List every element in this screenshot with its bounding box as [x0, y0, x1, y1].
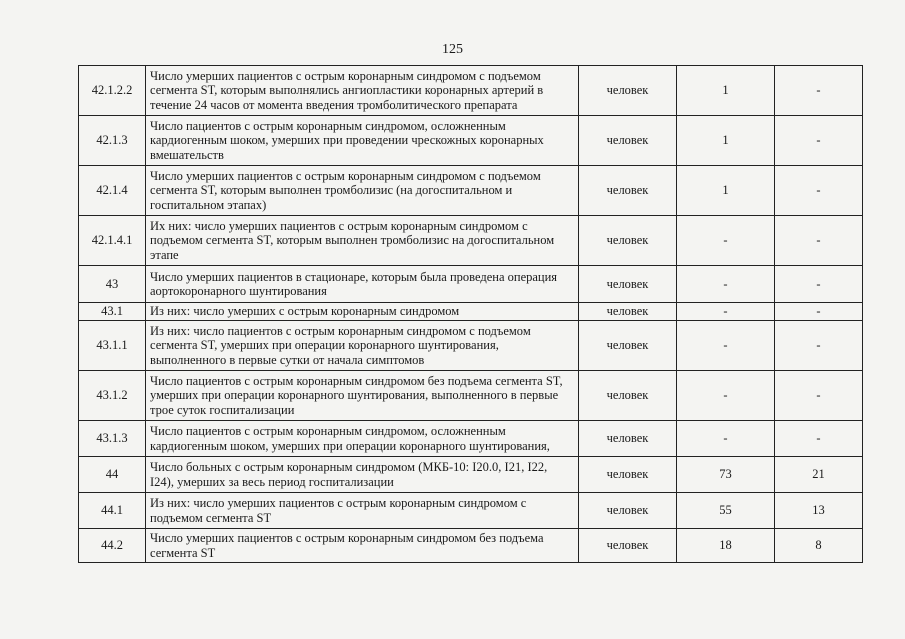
row-description: Число умерших пациентов в стационаре, которым была проведена операция аортокоронарного шунтирования [146, 266, 579, 303]
row-value-1: - [677, 303, 775, 321]
table-row [79, 371, 863, 421]
table-row [79, 66, 863, 116]
row-value-1: 1 [677, 166, 775, 216]
row-value-2: - [775, 266, 863, 303]
row-value-1: 55 [677, 493, 775, 529]
row-value-2: - [775, 116, 863, 166]
table-row [79, 421, 863, 457]
row-number: 42.1.3 [79, 116, 146, 166]
table-row [79, 166, 863, 216]
row-value-1: - [677, 371, 775, 421]
row-unit: человек [579, 371, 677, 421]
row-number: 42.1.2.2 [79, 66, 146, 116]
row-unit: человек [579, 457, 677, 493]
table-row [79, 266, 863, 303]
row-value-2: 13 [775, 493, 863, 529]
row-description: Число умерших пациентов с острым коронарным синдромом с подъемом сегмента ST, которым выполнялись ангиопластики коронарных артерий в течение 24 часов от момента введения тромболитического препарата [146, 66, 579, 116]
row-value-2: - [775, 371, 863, 421]
row-number: 43.1 [79, 303, 146, 321]
row-description: Число умерших пациентов с острым коронарным синдромом без подъема сегмента ST [146, 529, 579, 563]
row-value-1: - [677, 421, 775, 457]
row-description: Число умерших пациентов с острым коронарным синдромом с подъемом сегмента ST, которым выполнен тромболизис (на догоспитальном и госпитальном этапах) [146, 166, 579, 216]
row-description: Из них: число умерших пациентов с острым коронарным синдромом с подъемом сегмента ST [146, 493, 579, 529]
table-row [79, 116, 863, 166]
row-value-1: - [677, 266, 775, 303]
row-unit: человек [579, 66, 677, 116]
row-number: 43 [79, 266, 146, 303]
row-value-1: 73 [677, 457, 775, 493]
row-number: 43.1.3 [79, 421, 146, 457]
row-unit: человек [579, 216, 677, 266]
table-row [79, 216, 863, 266]
row-number: 43.1.1 [79, 321, 146, 371]
row-description: Число пациентов с острым коронарным синдромом без подъема сегмента ST, умерших при операции коронарного шунтирования, выполненного в первые трое суток госпитализации [146, 371, 579, 421]
row-description: Число пациентов с острым коронарным синдромом, осложненным кардиогенным шоком, умерших при операции коронарного шунтирования, [146, 421, 579, 457]
table-row [79, 457, 863, 493]
row-value-1: 1 [677, 116, 775, 166]
row-number: 43.1.2 [79, 371, 146, 421]
row-unit: человек [579, 529, 677, 563]
page-number: 125 [442, 42, 463, 57]
row-description: Их них: число умерших пациентов с острым коронарным синдромом с подъемом сегмента ST, которым выполнен тромболизис на догоспитальном этапе [146, 216, 579, 266]
table-row [79, 303, 863, 321]
row-unit: человек [579, 166, 677, 216]
row-value-2: - [775, 66, 863, 116]
row-number: 44 [79, 457, 146, 493]
row-value-1: - [677, 216, 775, 266]
row-value-2: - [775, 421, 863, 457]
row-value-2: - [775, 321, 863, 371]
row-number: 42.1.4.1 [79, 216, 146, 266]
row-unit: человек [579, 493, 677, 529]
row-description: Из них: число умерших с острым коронарным синдромом [146, 303, 579, 321]
row-number: 42.1.4 [79, 166, 146, 216]
row-value-2: - [775, 166, 863, 216]
row-value-2: - [775, 216, 863, 266]
report-table [78, 65, 863, 563]
row-unit: человек [579, 321, 677, 371]
row-value-1: 18 [677, 529, 775, 563]
row-description: Число больных с острым коронарным синдромом (МКБ-10: I20.0, I21, I22, I24), умерших за весь период госпитализации [146, 457, 579, 493]
table-row [79, 321, 863, 371]
row-unit: человек [579, 303, 677, 321]
row-value-1: 1 [677, 66, 775, 116]
row-value-2: 8 [775, 529, 863, 563]
row-value-2: - [775, 303, 863, 321]
row-value-2: 21 [775, 457, 863, 493]
row-number: 44.2 [79, 529, 146, 563]
row-unit: человек [579, 421, 677, 457]
row-value-1: - [677, 321, 775, 371]
row-description: Число пациентов с острым коронарным синдромом, осложненным кардиогенным шоком, умерших при проведении чрескожных коронарных вмешательств [146, 116, 579, 166]
row-unit: человек [579, 116, 677, 166]
row-number: 44.1 [79, 493, 146, 529]
row-unit: человек [579, 266, 677, 303]
row-description: Из них: число пациентов с острым коронарным синдромом с подъемом сегмента ST, умерших при операции коронарного шунтирования, выполненного в первые сутки от начала симптомов [146, 321, 579, 371]
table-row [79, 529, 863, 563]
table-row [79, 493, 863, 529]
